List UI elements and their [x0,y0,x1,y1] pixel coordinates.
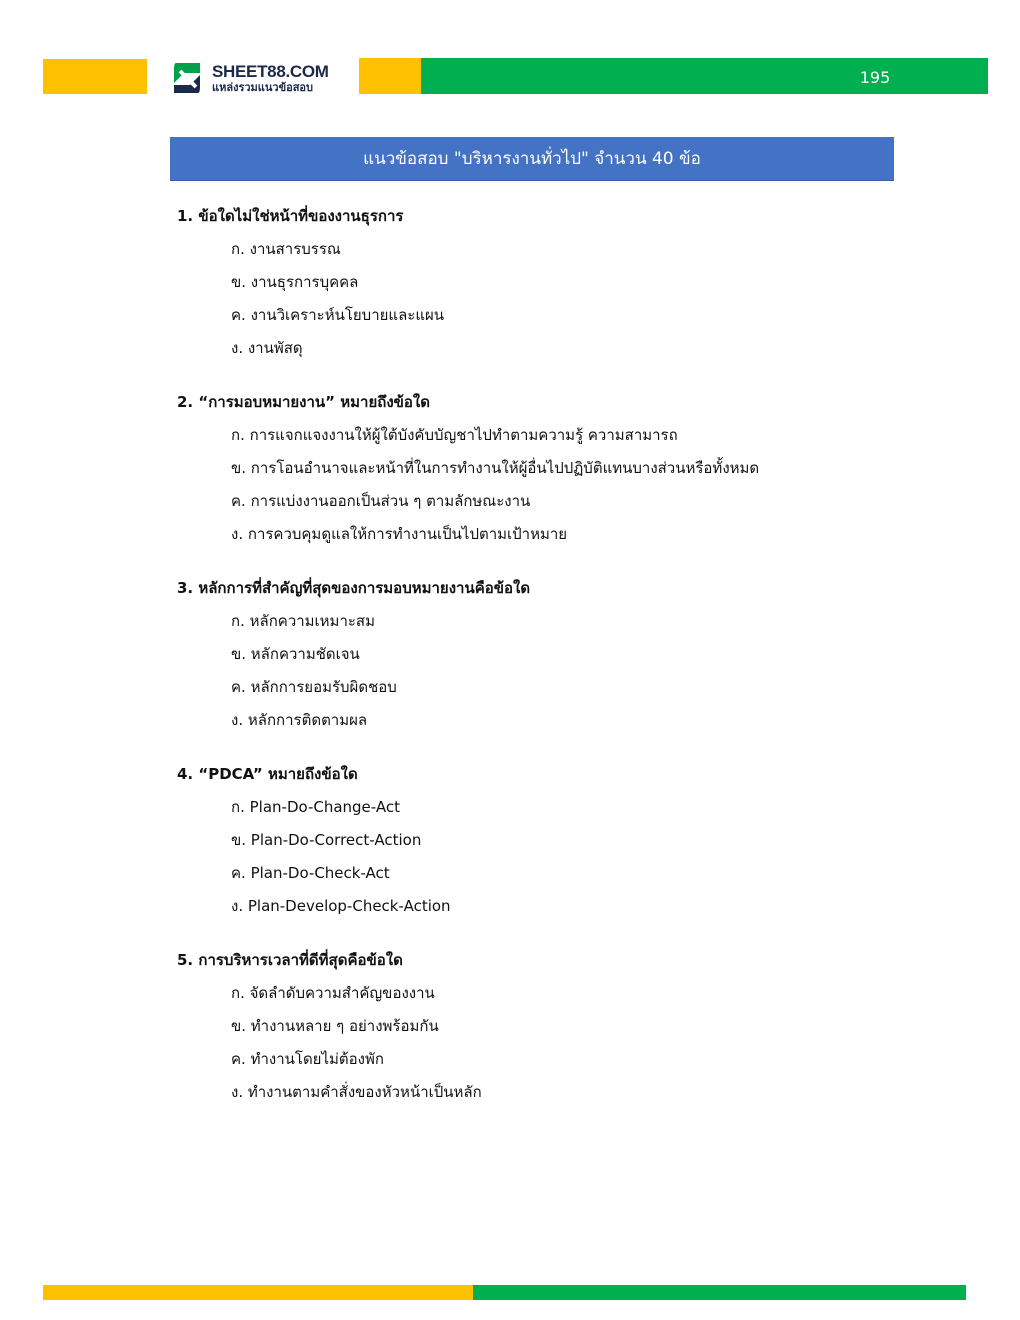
option-c: ค. Plan-Do-Check-Act [231,864,390,882]
question-title: 3. หลักการที่สำคัญที่สุดของการมอบหมายงานคือข้อใด [177,579,531,597]
footer-green-bar [473,1285,966,1300]
logo [170,58,345,98]
question-2 [177,386,759,551]
footer-yellow-bar [43,1285,473,1300]
question-title: 5. การบริหารเวลาที่ดีที่สุดคือข้อใด [177,951,403,969]
option-d: ง. การควบคุมดูแลให้การทำงานเป็นไปตามเป้าหมาย [231,525,568,543]
option-c: ค. การแบ่งงานออกเป็นส่วน ๆ ตามลักษณะงาน [231,492,531,510]
option-a: ก. จัดลำดับความสำคัญของงาน [231,984,435,1002]
question-1 [177,200,444,365]
logo-title: SHEET88.COM [212,62,329,81]
option-c: ค. งานวิเคราะห์นโยบายและแผน [231,306,445,324]
option-d: ง. หลักการติดตามผล [231,711,368,729]
option-d: ง. งานพัสดุ [231,339,303,357]
option-b: ข. งานธุรการบุคคล [231,273,359,291]
question-title: 2. “การมอบหมายงาน” หมายถึงข้อใด [177,393,430,411]
option-a: ก. Plan-Do-Change-Act [231,798,400,816]
question-title: 1. ข้อใดไม่ใช่หน้าที่ของงานธุรการ [177,207,404,225]
section-title: แนวข้อสอบ "บริหารงานทั่วไป" จำนวน 40 ข้อ [363,149,701,169]
option-d: ง. Plan-Develop-Check-Action [231,897,451,915]
question-title: 4. “PDCA” หมายถึงข้อใด [177,765,358,783]
header-green-bar [421,58,988,94]
header-yellow-bar-mid [359,58,421,94]
option-b: ข. หลักความชัดเจน [231,645,360,663]
logo-subtitle: แหล่งรวมแนวข้อสอบ [212,81,314,94]
logo-s-icon [170,61,204,95]
option-c: ค. หลักการยอมรับผิดชอบ [231,678,397,696]
option-a: ก. งานสารบรรณ [231,240,341,258]
page-number: 195 [859,68,891,87]
question-5 [177,944,482,1109]
question-3 [177,572,530,737]
section-title-bar [170,137,894,180]
option-b: ข. การโอนอำนาจและหน้าที่ในการทำงานให้ผู้อื่นไปปฏิบัติแทนบางส่วนหรือทั้งหมด [231,459,760,477]
option-b: ข. ทำงานหลาย ๆ อย่างพร้อมกัน [231,1017,439,1035]
option-a: ก. การแจกแจงงานให้ผู้ใต้บังคับบัญชาไปทำตามความรู้ ความสามารถ [231,426,678,444]
header-yellow-bar-left [43,59,147,94]
option-d: ง. ทำงานตามคำสั่งของหัวหน้าเป็นหลัก [231,1083,482,1101]
option-a: ก. หลักความเหมาะสม [231,612,375,630]
question-4 [177,758,451,923]
option-c: ค. ทำงานโดยไม่ต้องพัก [231,1050,384,1068]
option-b: ข. Plan-Do-Correct-Action [231,831,422,849]
